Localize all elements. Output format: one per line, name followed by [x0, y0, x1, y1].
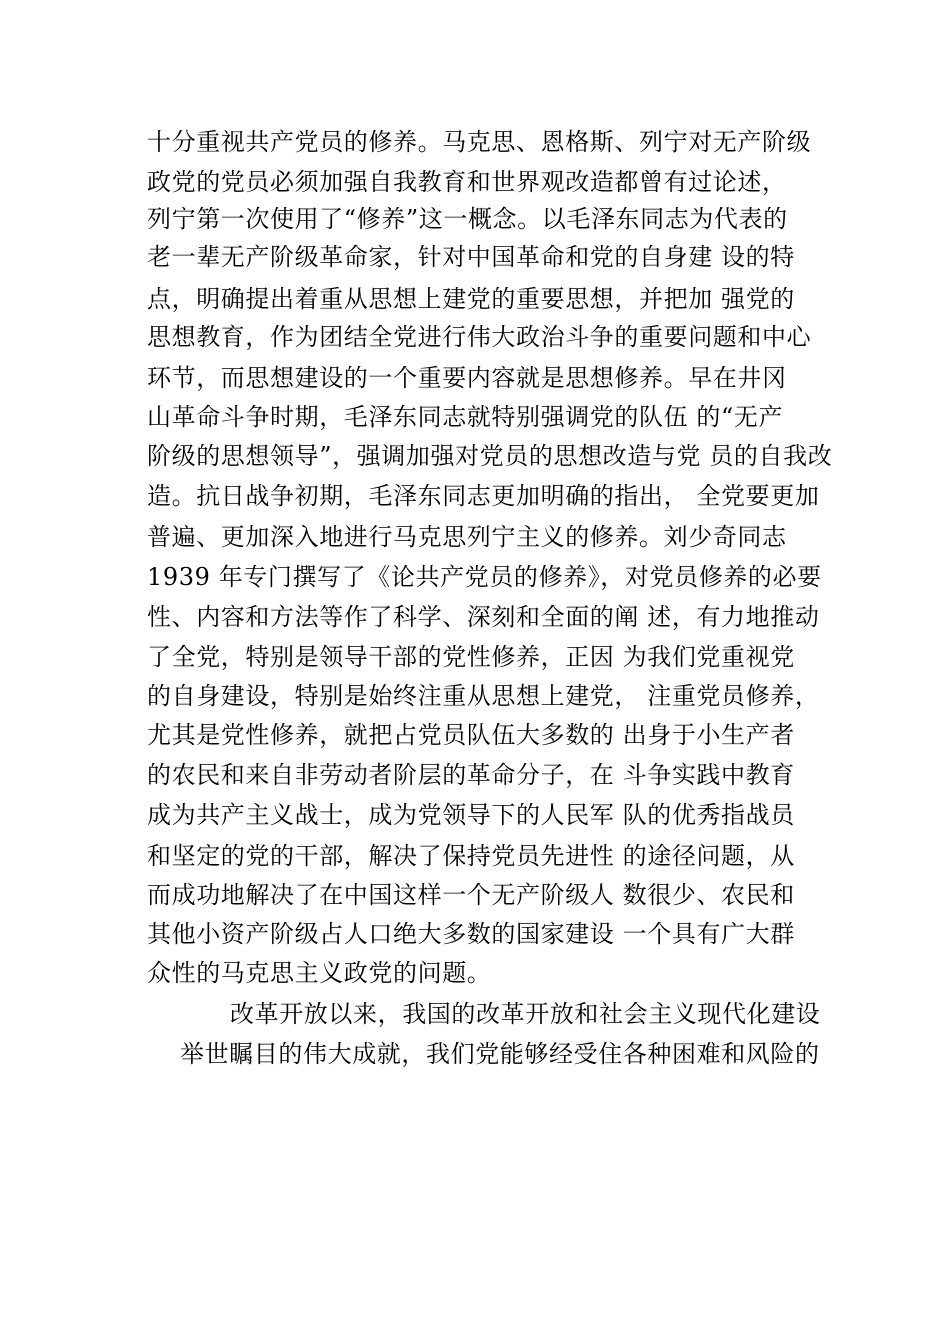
text-line: 了全党，特别是领导干部的党性修养，正因 为我们党重视党 — [147, 643, 795, 671]
text-line: 思想教育，作为团结全党进行伟大政治斗争的重要问题和中心 — [147, 323, 812, 351]
text-line: 改革开放以来，我国的改革开放和社会主义现代化建设 — [230, 1000, 821, 1028]
text-line: 举世瞩目的伟大成就，我们党能够经受住各种困难和风险的 — [180, 1040, 820, 1068]
text-line: 的农民和来自非劳动者阶层的革命分子，在 斗争实践中教育 — [147, 761, 795, 789]
text-line: 成为共产主义战士，成为党领导下的人民军 队的优秀指战员 — [147, 801, 795, 829]
text-line: 的自身建设，特别是始终注重从思想上建党， 注重党员修养， — [147, 682, 820, 710]
text-line: 造。抗日战争初期，毛泽东同志更加明确的指出， 全党要更加 — [147, 482, 820, 510]
text-line: 点，明确提出着重从思想上建党的重要思想，并把加 强党的 — [147, 285, 795, 313]
text-line: 十分重视共产党员的修养。马克思、恩格斯、列宁对无产阶级 — [147, 128, 812, 156]
text-line: 列宁第一次使用了“修养”这一概念。以毛泽东同志为代表的 — [147, 205, 788, 233]
text-line: 1939 年专门撰写了《论共产党员的修养》，对党员修养的必要 — [147, 563, 822, 591]
text-line: 其他小资产阶级占人口绝大多数的国家建设 一个具有广大群 — [147, 920, 795, 948]
text-line: 众性的马克思主义政党的问题。 — [147, 959, 492, 987]
text-line: 而成功地解决了在中国这样一个无产阶级人 数很少、农民和 — [147, 881, 795, 909]
text-line: 和坚定的党的干部，解决了保持党员先进性 的途径问题，从 — [147, 842, 795, 870]
text-line: 阶级的思想领导”，强调加强对党员的思想改造与党 员的自我改 — [147, 442, 833, 470]
text-line: 山革命斗争时期，毛泽东同志就特别强调党的队伍 的“无产 — [147, 403, 784, 431]
text-line: 政党的党员必须加强自我教育和世界观改造都曾有过论述， — [147, 168, 787, 196]
text-line: 尤其是党性修养，就把占党员队伍大多数的 出身于小生产者 — [147, 721, 795, 749]
text-line: 性、内容和方法等作了科学、深刻和全面的阐 述，有力地推动 — [147, 603, 820, 631]
text-line: 老一辈无产阶级革命家，针对中国革命和党的自身建 设的特 — [147, 243, 795, 271]
text-line: 普遍、更加深入地进行马克思列宁主义的修养。刘少奇同志 — [147, 523, 787, 551]
text-line: 环节，而思想建设的一个重要内容就是思想修养。早在井冈 — [147, 364, 787, 392]
